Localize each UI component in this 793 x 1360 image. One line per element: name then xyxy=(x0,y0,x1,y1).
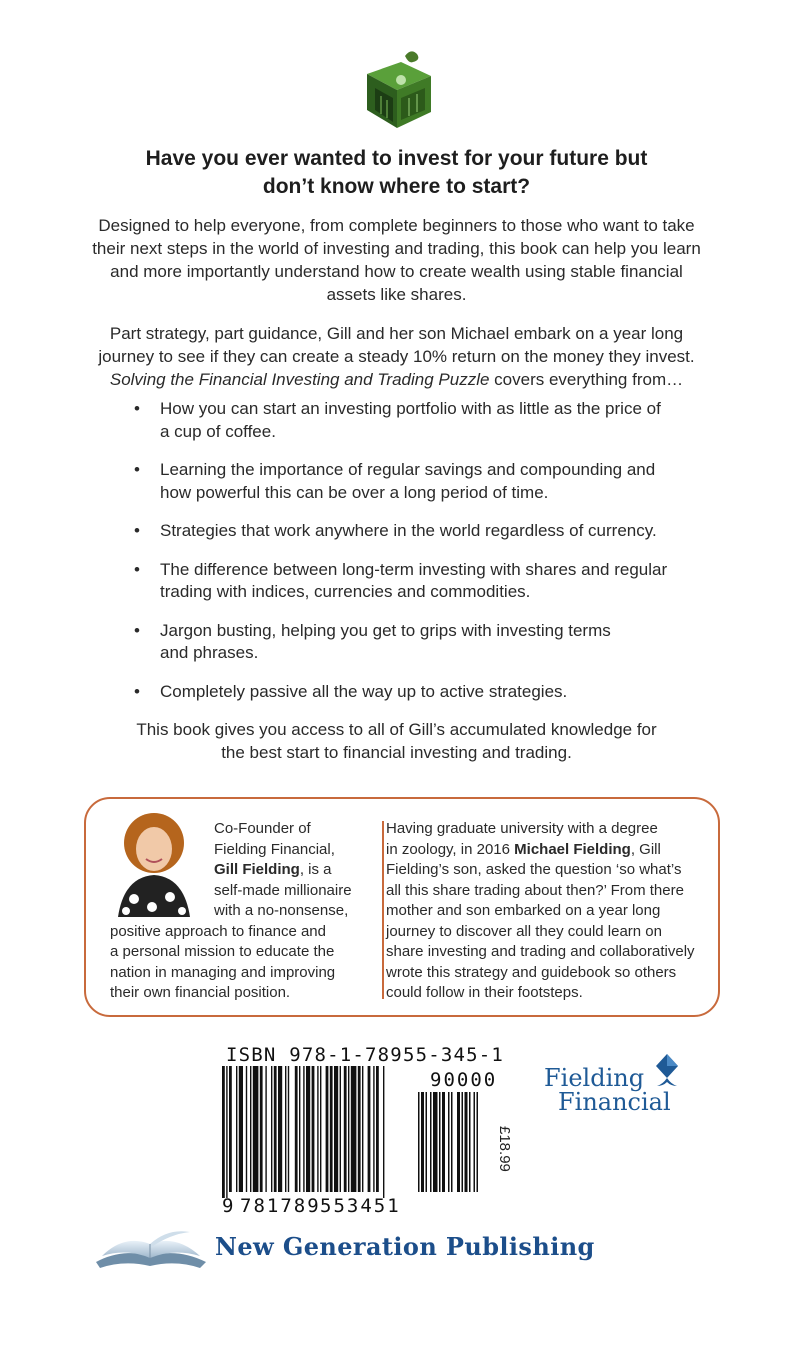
author-name: Gill Fielding xyxy=(214,861,300,878)
bullet-icon: • xyxy=(134,681,140,701)
barcode-bar xyxy=(236,1066,237,1192)
bio-line: wrote this strategy and guidebook so others xyxy=(386,963,677,981)
author-photo xyxy=(108,807,200,917)
barcode-bar xyxy=(330,1066,333,1192)
barcode-digit: 9 xyxy=(222,1195,234,1216)
bullet-icon: • xyxy=(134,521,140,540)
barcode-addon-bar xyxy=(426,1092,428,1192)
list-item xyxy=(130,681,730,704)
michael-bio xyxy=(386,819,706,1004)
barcode-bar xyxy=(351,1066,357,1192)
barcode-addon-bar xyxy=(430,1092,432,1192)
logo-line: Financial xyxy=(558,1088,671,1116)
price-label: £18.99 xyxy=(496,1126,513,1172)
bio-line xyxy=(214,860,332,881)
barcode-bar xyxy=(229,1066,232,1192)
intro-line: Designed to help everyone, from complete beginners to those who want to take xyxy=(98,216,695,235)
list-item-line: a cup of coffee. xyxy=(160,421,276,441)
barcode-bar xyxy=(295,1066,298,1192)
barcode-digits: 553451 xyxy=(320,1195,401,1216)
bio-line: self-made millionaire xyxy=(214,881,352,899)
author-name: Michael Fielding xyxy=(514,840,631,858)
list-item-line: trading with indices, currencies and commodities. xyxy=(160,582,531,601)
barcode-digits: 781789 xyxy=(240,1195,321,1216)
bio-line: nation in managing and improving xyxy=(110,963,336,981)
barcode-addon-bar xyxy=(442,1092,445,1192)
bio-line: positive approach to finance and xyxy=(110,922,326,940)
list-item xyxy=(130,559,730,604)
barcode-bar xyxy=(320,1066,321,1192)
bio-line: all this share trading about then?’ From there xyxy=(386,881,684,899)
barcode-addon-bar xyxy=(465,1092,468,1192)
story-line: journey to see if they can create a steady 10% return on the money they invest. xyxy=(98,347,695,366)
bio-line-start: in zoology, in 2016 xyxy=(386,840,515,858)
barcode-bar xyxy=(222,1066,225,1198)
isbn-label: ISBN 978-1-78955-345-1 xyxy=(226,1044,505,1066)
barcode-bar xyxy=(383,1066,384,1198)
intro-paragraph xyxy=(60,214,733,306)
bio-line: Co-Founder of xyxy=(214,820,311,837)
barcode-bar xyxy=(250,1066,251,1192)
barcode-addon-bar xyxy=(448,1092,450,1192)
barcode-bar xyxy=(226,1066,227,1198)
barcode-addon-bar xyxy=(433,1092,438,1192)
list-item-line: The difference between long-term investing with shares and regular xyxy=(160,559,668,579)
barcode-bar xyxy=(306,1066,310,1192)
barcode-addon-bar xyxy=(439,1092,441,1192)
list-item-line: how powerful this can be over a long period of time. xyxy=(160,482,549,502)
barcode-addon-bar xyxy=(421,1092,424,1192)
list-item xyxy=(130,459,730,504)
headline xyxy=(60,145,733,201)
barcode-bar xyxy=(265,1066,266,1192)
barcode-bar xyxy=(285,1066,286,1192)
open-book-icon xyxy=(92,1222,210,1272)
barcode-bar xyxy=(373,1066,374,1192)
green-cube-image xyxy=(357,48,437,130)
barcode-bar xyxy=(348,1066,349,1192)
barcode-bar xyxy=(271,1066,272,1192)
barcode-bar xyxy=(368,1066,371,1192)
barcode-bar xyxy=(278,1066,282,1192)
barcode-bar xyxy=(334,1066,338,1192)
barcode-addon-bar xyxy=(477,1092,479,1192)
barcode-bar xyxy=(246,1066,247,1192)
bullet-icon: • xyxy=(134,559,140,579)
list-item xyxy=(130,520,730,543)
barcode-addon-bar xyxy=(469,1092,471,1192)
barcode-addon-bar xyxy=(451,1092,453,1192)
barcode-addon-bar xyxy=(474,1092,476,1192)
barcode-bar xyxy=(376,1066,379,1192)
barcode-bar xyxy=(303,1066,304,1192)
barcode-bar xyxy=(312,1066,315,1192)
list-item-line: Completely passive all the way up to active strategies. xyxy=(160,681,568,701)
closing-paragraph xyxy=(60,718,733,764)
barcode-bar xyxy=(340,1066,341,1192)
headline-line: don’t know where to start? xyxy=(262,175,531,198)
intro-line: and more importantly understand how to create wealth using stable financial xyxy=(110,262,683,281)
bio-line: Having graduate university with a degree xyxy=(386,820,658,837)
publisher-name: New Generation Publishing xyxy=(215,1232,595,1261)
bio-line: Fielding Financial, xyxy=(214,840,335,858)
intro-line: their next steps in the world of investing and trading, this book can help you learn xyxy=(92,239,701,258)
bio-line: their own financial position. xyxy=(110,984,291,1001)
barcode-bar xyxy=(288,1066,289,1192)
bio-line: with a no-nonsense, xyxy=(214,902,349,919)
list-item xyxy=(130,398,730,443)
barcode-addon-bar xyxy=(418,1092,420,1192)
story-line: Part strategy, part guidance, Gill and her son Michael embark on a year long xyxy=(109,324,684,343)
barcode-addon-bar xyxy=(457,1092,460,1192)
barcode-bar xyxy=(253,1066,259,1192)
bio-line-rest: , is a xyxy=(299,861,332,878)
bio-line-rest: , Gill xyxy=(630,840,661,858)
barcode-bar xyxy=(299,1066,300,1192)
logo-line: Fielding xyxy=(544,1064,645,1092)
barcode-bar xyxy=(362,1066,363,1192)
leaf-icon xyxy=(652,1052,682,1092)
feature-list xyxy=(130,398,730,719)
barcode-bar xyxy=(274,1066,277,1192)
bio-line xyxy=(386,840,706,861)
list-item-line: Learning the importance of regular savings and compounding and xyxy=(160,460,656,479)
barcode-bar xyxy=(260,1066,263,1192)
barcode-bar xyxy=(317,1066,318,1192)
bio-line: journey to discover all they could learn on xyxy=(386,922,662,940)
closing-line: This book gives you access to all of Gill’s accumulated knowledge for xyxy=(136,720,657,739)
bio-line: could follow in their footsteps. xyxy=(386,984,583,1001)
barcode-addon-bar xyxy=(462,1092,464,1192)
barcode-bar xyxy=(344,1066,347,1192)
bullet-icon: • xyxy=(134,620,140,640)
intro-line: assets like shares. xyxy=(326,285,467,304)
bio-line: share investing and trading and collaboratively xyxy=(386,943,695,960)
book-title: Solving the Financial Investing and Trading Puzzle xyxy=(109,370,490,389)
bio-line: mother and son embarked on a year long xyxy=(386,902,661,919)
author-divider xyxy=(382,821,384,999)
bullet-icon: • xyxy=(134,460,140,479)
bullet-icon: • xyxy=(134,399,140,418)
closing-line: the best start to financial investing and trading. xyxy=(221,743,572,762)
barcode-bar xyxy=(326,1066,329,1192)
barcode-bar xyxy=(358,1066,361,1192)
list-item-line: How you can start an investing portfolio with as little as the price of xyxy=(160,399,661,418)
barcode xyxy=(222,1066,507,1216)
barcode-addon: 90000 xyxy=(430,1069,498,1091)
story-line xyxy=(60,368,733,391)
fielding-financial-logo xyxy=(540,1052,690,1117)
bio-line: Fielding’s son, asked the question ‘so what’s xyxy=(386,861,682,878)
list-item-line: Jargon busting, helping you get to grips with investing terms xyxy=(160,620,611,640)
story-line-rest: covers everything from… xyxy=(489,370,684,389)
list-item-line: and phrases. xyxy=(160,643,259,662)
list-item xyxy=(130,620,730,665)
bio-line: a personal mission to educate the xyxy=(110,943,335,960)
list-item-line: Strategies that work anywhere in the world regardless of currency. xyxy=(160,521,657,540)
headline-line: Have you ever wanted to invest for your future but xyxy=(145,147,648,170)
author-box xyxy=(84,797,720,1017)
barcode-bar xyxy=(239,1066,243,1192)
story-paragraph xyxy=(60,322,733,391)
